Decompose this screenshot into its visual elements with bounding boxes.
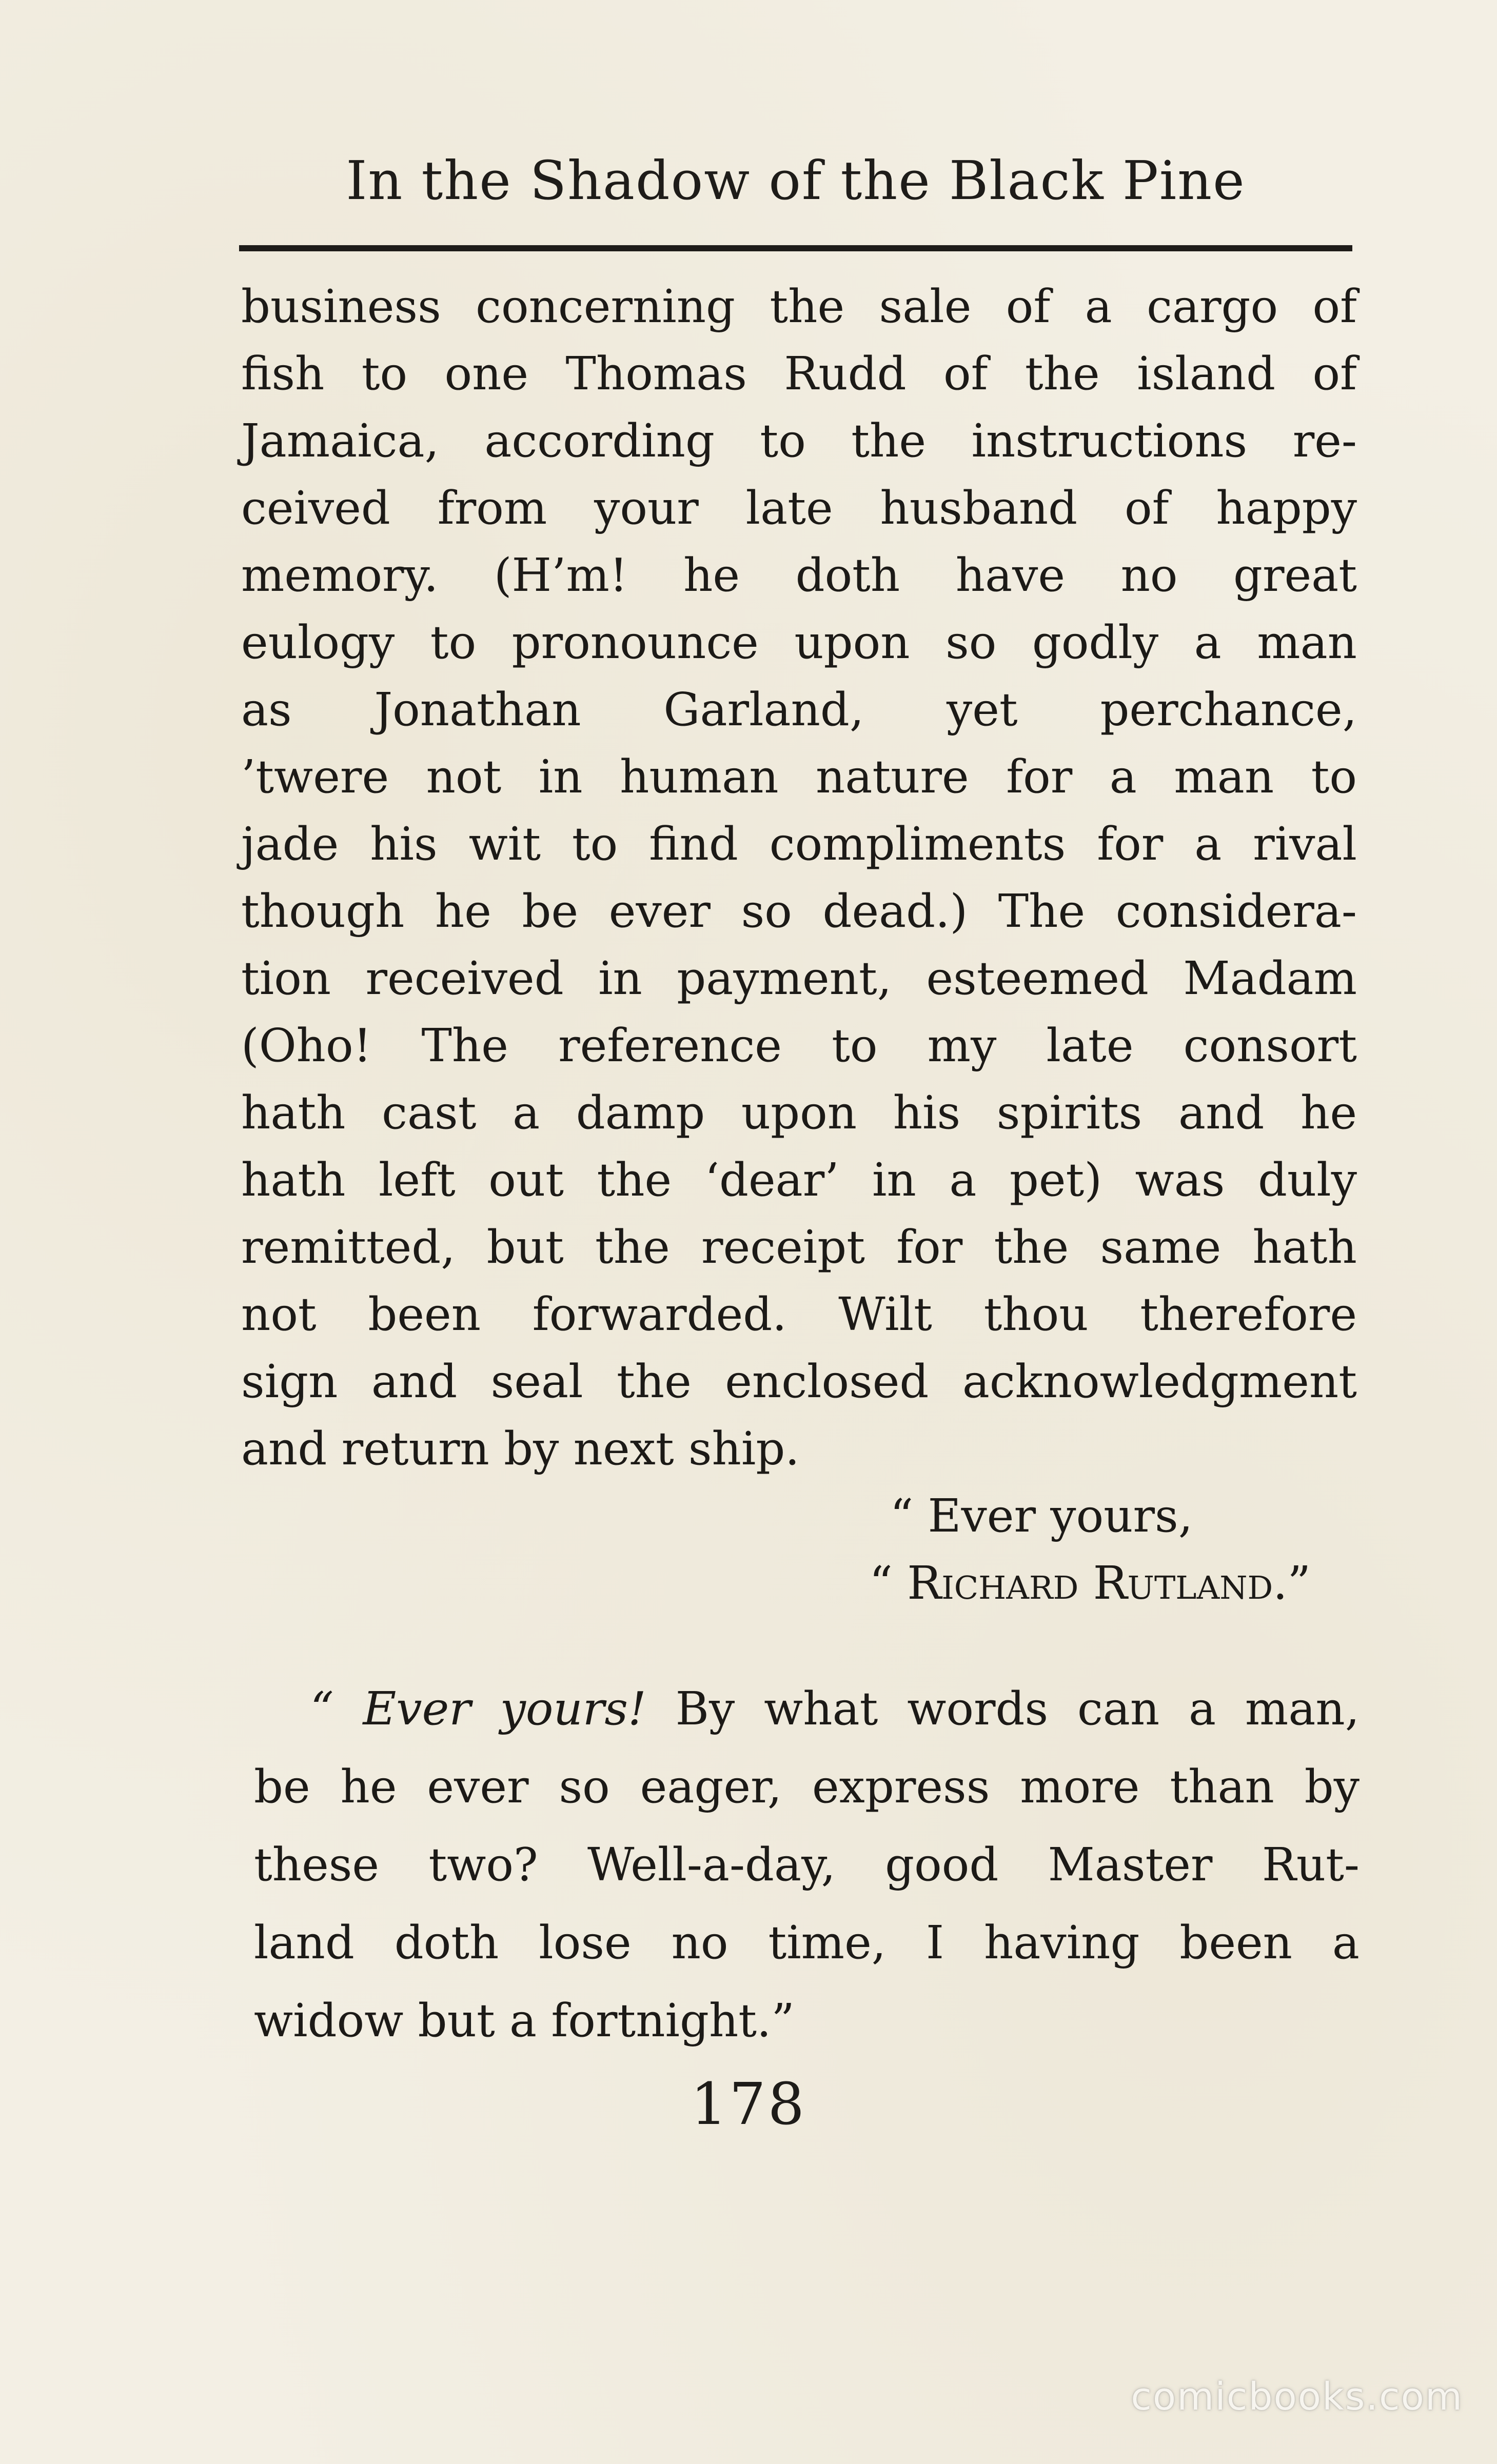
text-line: land doth lose no time, I having been a bbox=[254, 1916, 1360, 1969]
text-line: be he ever so eager, express more than by bbox=[254, 1760, 1360, 1813]
letter-signature: “ Richard Rutland.” bbox=[869, 1556, 1311, 1609]
text-fragment: By what words can a man, bbox=[646, 1682, 1360, 1735]
text-line: remitted, but the receipt for the same hath bbox=[241, 1220, 1357, 1274]
page-number: 178 bbox=[691, 2071, 806, 2138]
text-line: as Jonathan Garland, yet perchance, bbox=[241, 683, 1357, 736]
italic-quote: “ Ever yours! bbox=[310, 1682, 646, 1735]
text-line: though he be ever so dead.) The considera- bbox=[241, 884, 1357, 938]
text-line: ’twere not in human nature for a man to bbox=[241, 750, 1357, 803]
running-head: In the Shadow of the Black Pine bbox=[346, 149, 1246, 212]
header-rule bbox=[239, 245, 1352, 251]
narrative-paragraph bbox=[254, 1670, 1360, 2059]
text-line: and return by next ship. bbox=[241, 1422, 800, 1475]
text-line: hath cast a damp upon his spirits and he bbox=[241, 1086, 1357, 1139]
watermark: comicbooks.com bbox=[1131, 2375, 1463, 2419]
text-line: hath left out the ‘dear’ in a pet) was duly bbox=[241, 1153, 1357, 1206]
text-line: business concerning the sale of a cargo of bbox=[241, 280, 1357, 333]
letter-body bbox=[241, 273, 1357, 1617]
text-line: sign and seal the enclosed acknowledgment bbox=[241, 1355, 1357, 1408]
text-line: jade his wit to find compliments for a rival bbox=[241, 817, 1357, 870]
text-line: widow but a fortnight.” bbox=[254, 1994, 795, 2047]
letter-closing: “ Ever yours, bbox=[890, 1489, 1193, 1542]
text-line: fish to one Thomas Rudd of the island of bbox=[241, 347, 1357, 400]
text-line: Jamaica, according to the instructions re- bbox=[241, 414, 1357, 467]
text-line: not been forwarded. Wilt thou therefore bbox=[241, 1287, 1357, 1341]
text-line bbox=[254, 1670, 1360, 1747]
text-line: tion received in payment, esteemed Madam bbox=[241, 951, 1357, 1005]
text-line: memory. (H’m! he doth have no great bbox=[241, 548, 1357, 602]
text-line: these two? Well-a-day, good Master Rut- bbox=[254, 1838, 1360, 1891]
text-line: eulogy to pronounce upon so godly a man bbox=[241, 615, 1357, 669]
text-line: (Oho! The reference to my late consort bbox=[241, 1019, 1357, 1072]
text-line: ceived from your late husband of happy bbox=[241, 481, 1357, 534]
